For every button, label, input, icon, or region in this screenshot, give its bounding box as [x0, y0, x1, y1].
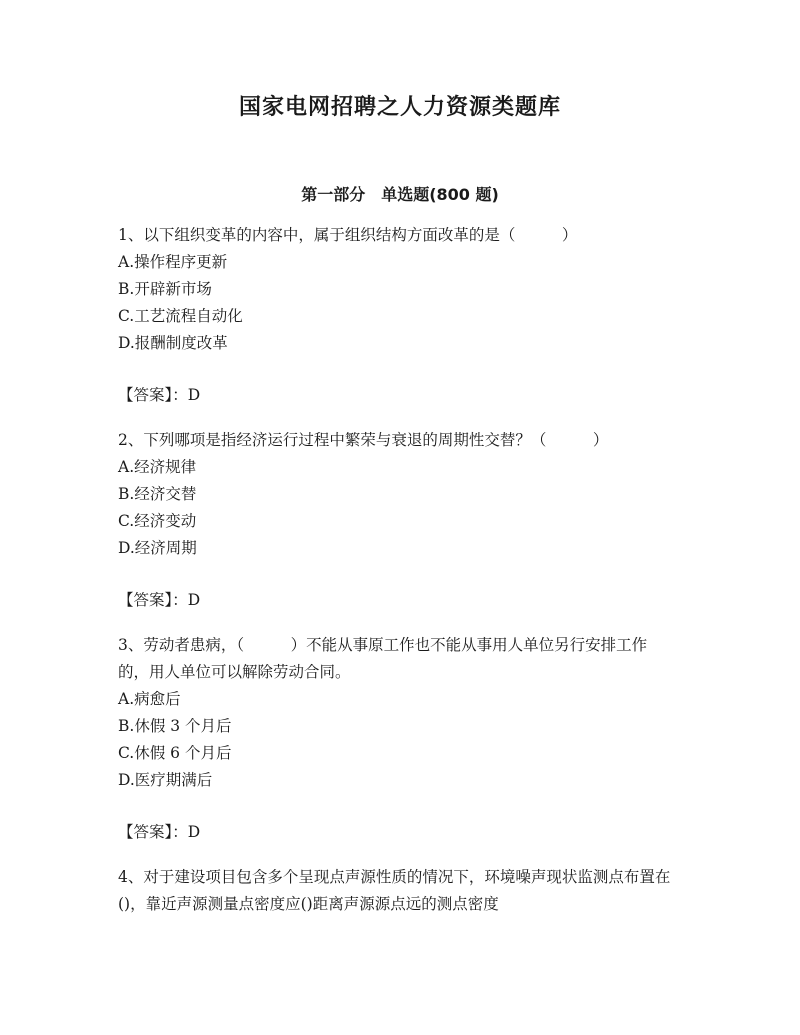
option-c: C.休假 6 个月后 [118, 744, 232, 762]
option-c: C.经济变动 [118, 512, 197, 530]
option-d: D.经济周期 [118, 539, 197, 557]
question-stem: 2、下列哪项是指经济运行过程中繁荣与衰退的周期性交替？（ ） [118, 431, 609, 449]
answer-line: 【答案】：D [118, 591, 201, 609]
question-stem: 4、对于建设项目包含多个呈现点声源性质的情况下，环境噪声现状监测点布置在()，靠近声源测量点密度应()距离声源源点远的测点密度 [118, 868, 671, 913]
option-b: B.开辟新市场 [118, 280, 212, 298]
question-2 [118, 427, 678, 614]
option-b: B.经济交替 [118, 485, 197, 503]
question-4 [118, 864, 678, 918]
option-a: A.经济规律 [118, 458, 197, 476]
document-title: 国家电网招聘之人力资源类题库 [238, 95, 561, 120]
option-b: B.休假 3 个月后 [118, 717, 232, 735]
question-1 [118, 222, 678, 409]
section-title: 第一部分 单选题(800 题) [301, 185, 499, 204]
question-stem: 1、以下组织变革的内容中，属于组织结构方面改革的是（ ） [118, 226, 578, 244]
option-a: A.操作程序更新 [118, 253, 228, 271]
option-d: D.医疗期满后 [118, 771, 213, 789]
question-3 [118, 632, 678, 846]
answer-line: 【答案】：D [118, 386, 201, 404]
option-d: D.报酬制度改革 [118, 334, 228, 352]
option-a: A.病愈后 [118, 690, 181, 708]
answer-line: 【答案】：D [118, 823, 201, 841]
option-c: C.工艺流程自动化 [118, 307, 243, 325]
question-list [118, 222, 678, 918]
question-stem: 3、劳动者患病，（ ）不能从事原工作也不能从事用人单位另行安排工作的，用人单位可以解除劳动合同。 [118, 636, 648, 681]
